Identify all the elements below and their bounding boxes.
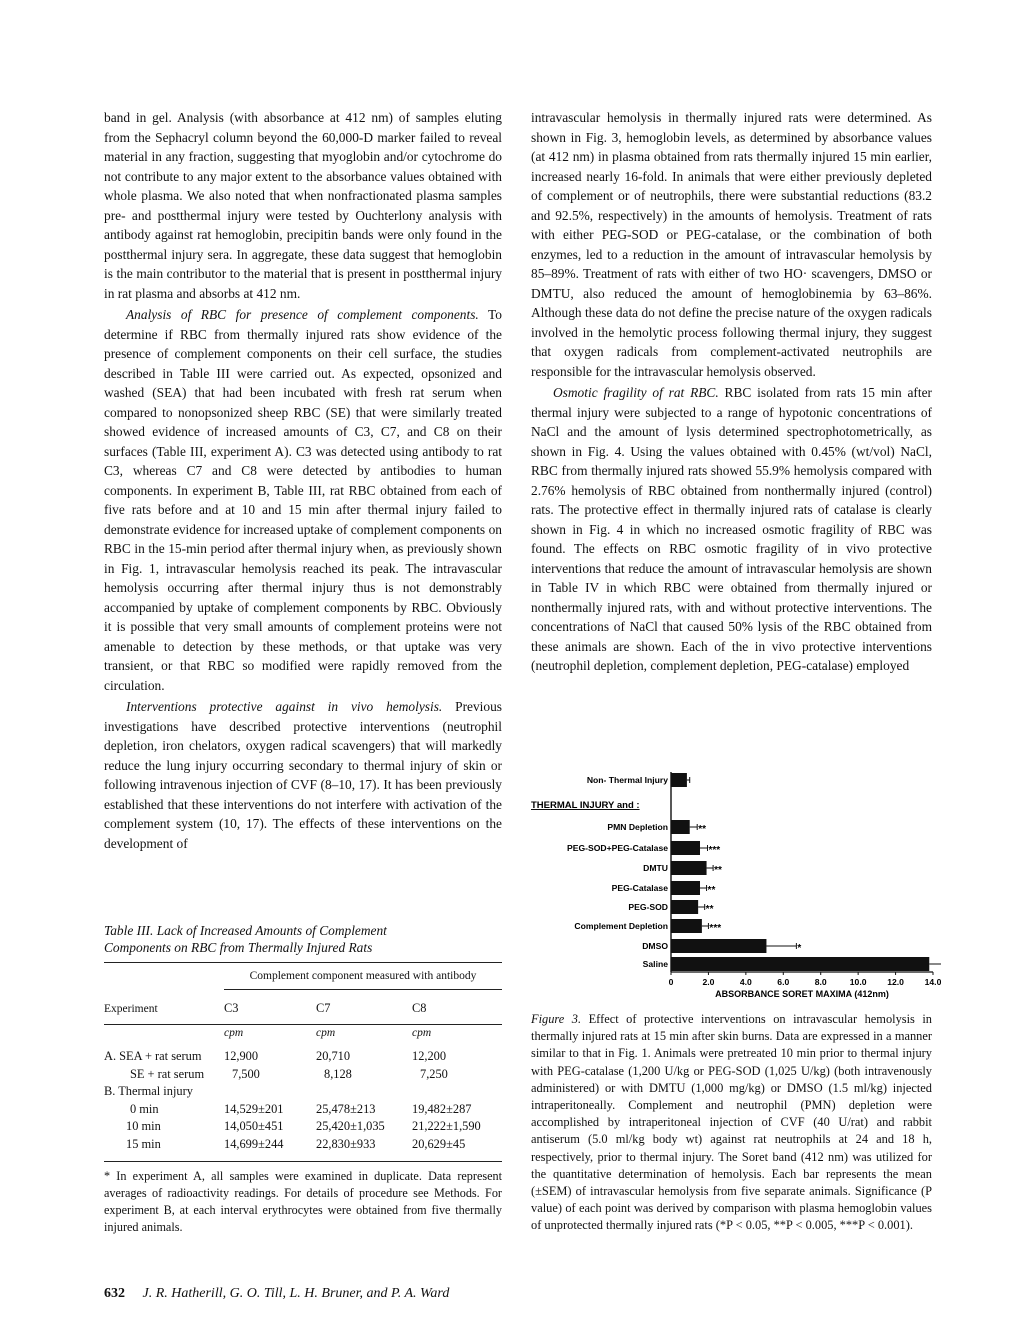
chart-x-tick-label: 14.0 xyxy=(924,977,941,987)
chart-x-tick-label: 0 xyxy=(668,977,674,987)
chart-bar xyxy=(671,841,700,855)
figure-label: Figure 3. xyxy=(531,1012,582,1026)
paragraph-complement-body: To determine if RBC from thermally injured rats show evidence of the presence of complement components on their cell surface, the studies described in Table III were carried out. As expected, opsonized and washed (SEA) that had been incubated with fresh rat serum when compared to nonopsonized sheep RBC (SE) that were similarly treated showed evidence of increased amounts of C3, C7, and C8 on their surfaces (Table III, experiment A). C3 was detected using antibody to rat C3, whereas C7 and C8 were detected by antibodies to human components. In experiment B, Table III, rat RBC obtained from each of five rats before and at 10 and 15 min after thermal injury failed to demonstrate evidence for increased uptake of complement components on RBC in the 15-min period after thermal injury when, as previously shown in Fig. 1, intravascular hemolysis reached its peak. The intravascular hemolysis occurring after thermal injury thus is not demonstrably accompanied by uptake of complement components by RBC. Obviously it is possible that very small amounts of complement proteins were not amenable to detection by these methods, or that uptake was very transient, or that RBC so modified were rapidly removed from the circulation. xyxy=(104,307,502,693)
table-cell-c8: 21,222±1,590 xyxy=(412,1119,481,1134)
section-heading-complement: Analysis of RBC for presence of complement components. xyxy=(126,307,479,322)
table-cell-c7: 25,420±1,035 xyxy=(316,1119,385,1134)
table-iii xyxy=(104,922,502,1236)
chart-group-label: THERMAL INJURY and : xyxy=(531,800,640,811)
table-header-c8: C8 xyxy=(412,1001,427,1016)
chart-category-label: PMN Depletion xyxy=(607,822,668,832)
chart-x-tick-label: 8.0 xyxy=(814,977,827,987)
table-cell-c8: 20,629±45 xyxy=(412,1136,466,1151)
chart-bar xyxy=(671,939,766,953)
chart-x-axis-label: ABSORBANCE SORET MAXIMA (412nm) xyxy=(715,989,889,999)
table-caption-line-1: Table III. Lack of Increased Amounts of Complement xyxy=(104,923,387,938)
table-header-c3: C3 xyxy=(224,1001,239,1016)
chart-x-tick-label: 6.0 xyxy=(777,977,790,987)
table-unit-c3: cpm xyxy=(224,1027,244,1040)
chart-category-label: Non- Thermal Injury xyxy=(586,775,668,785)
paragraph-osmotic-body: RBC isolated from rats 15 min after thermal injury were subjected to a range of hypotonic concentrations of NaCl and the amount of lysis determined spectrophotometrically, as shown in Fig. 4. Using the values obtained with 0.45% (wt/vol) NaCl, RBC from thermally injured rats showed 55.9% hemolysis compared with 2.76% hemolysis of RBC obtained from nonthermally injured (control) rats. The protective effect in thermally injured rats of catalase is clearly shown in Fig. 4 in which no increased osmotic fragility of RBC was found. The effects on RBC osmotic fragility of in vivo protective interventions that reduce the amount of intravascular hemolysis are shown in Table IV in which RBC were obtained from thermally injured or nonthermally injured rats, with and without protective interventions. The concentrations of NaCl that caused 50% lysis of the RBC obtained from these animals are shown. Each of the in vivo protective interventions (neutrophil depletion, complement depletion, PEG-catalase) employed xyxy=(531,385,932,673)
chart-significance-label: *** xyxy=(708,845,721,856)
chart-category-label: PEG-SOD xyxy=(628,902,668,912)
chart-category-label: Saline xyxy=(642,959,668,969)
table-cell-label: 10 min xyxy=(126,1119,161,1134)
chart-bar xyxy=(671,957,929,971)
table-row xyxy=(104,1136,502,1154)
chart-x-tick-label: 12.0 xyxy=(887,977,904,987)
chart-bar xyxy=(671,773,687,787)
paragraph-hemoglobin-analysis: band in gel. Analysis (with absorbance at 412 nm) of samples eluting from the Sephacryl column beyond the 60,000-D marker failed to reveal material in any fraction, suggesting that myoglobin and/or cytochrome do not contribute to any major extent to the absorbance values obtained with whole plasma. We also noted that when nonfractionated plasma samples pre- and postthermal injury were tested by Ouchterlony analysis with antibody against rat hemoglobin, precipitin bands were only found in the postthermal injury sera. In aggregate, these data suggest that hemoglobin is the main contributor to the material that is present in postthermal injury in rat plasma and absorbs at 412 nm. xyxy=(104,110,502,301)
table-footnote: * In experiment A, all samples were examined in duplicate. Data represent averages of radioactivity readings. For details of procedure see Methods. For experiment B, at each interval erythrocytes were obtained from five thermally injured animals. xyxy=(104,1169,502,1234)
table-caption-line-2: Components on RBC from Thermally Injured Rats xyxy=(104,940,373,955)
table-header-experiment: Experiment xyxy=(104,1002,158,1015)
paragraph-osmotic-fragility xyxy=(531,383,932,676)
table-cell-label: 0 min xyxy=(130,1101,159,1116)
table-cell-c7: 22,830±933 xyxy=(316,1136,376,1151)
paragraph-hemolysis-results: intravascular hemolysis in thermally injured rats were determined. As shown in Fig. 3, hemoglobin levels, as determined by absorbance values (at 412 nm) in plasma obtained from rats thermally injured 15 min earlier, increased nearly 16-fold. In animals that were either previously depleted of complement or of neutrophils, there were substantial reductions (83.2 and 92.5%, respectively) in the amounts of hemolysis. Treatment of rats with either PEG-SOD or PEG-catalase, or the combination of both enzymes, led to a reduction in the amount of intravascular hemolysis by 85–89%. Treatment of rats with either of two HO· scavengers, DMSO or DMTU, also reduced the amount of hemoglobinemia by 63–86%. Although these data do not define the precise nature of the oxygen radicals involved in the hemolytic process following thermal injury, they suggest that oxygen radicals from complement-activated neutrophils are responsible for the intravascular hemolysis observed. xyxy=(531,110,932,379)
chart-bar xyxy=(671,881,700,895)
figure-3-chart xyxy=(531,770,941,1000)
table-cell-c7: 20,710 xyxy=(316,1049,351,1064)
page-number: 632 xyxy=(104,1286,125,1301)
table-cell-label: SE + rat serum xyxy=(130,1066,205,1081)
chart-x-tick-label: 2.0 xyxy=(702,977,715,987)
chart-significance-label: ** xyxy=(698,824,706,835)
table-cell-c7: 8,128 xyxy=(324,1066,352,1081)
chart-category-label: PEG-SOD+PEG-Catalase xyxy=(566,843,668,853)
table-cell-label: 15 min xyxy=(126,1136,161,1151)
table-cell-c3: 12,900 xyxy=(224,1049,259,1064)
chart-bar xyxy=(671,820,690,834)
table-body xyxy=(104,963,502,1162)
chart-significance-label: * xyxy=(797,943,802,954)
figure-3-svg xyxy=(531,770,941,1000)
table-header-c7: C7 xyxy=(316,1001,331,1016)
chart-significance-label: ** xyxy=(705,904,714,915)
left-text-column xyxy=(104,108,502,853)
table-caption xyxy=(104,922,502,956)
table-cell-c8: 19,482±287 xyxy=(412,1101,472,1116)
section-heading-interventions: Interventions protective against in vivo hemolysis. xyxy=(126,699,443,714)
chart-x-tick-label: 4.0 xyxy=(739,977,752,987)
table-cell-label: A. SEA + rat serum xyxy=(104,1049,202,1064)
section-heading-osmotic: Osmotic fragility of rat RBC. xyxy=(553,385,719,400)
chart-category-label: DMSO xyxy=(642,941,668,951)
chart-bar xyxy=(671,900,698,914)
chart-significance-label: *** xyxy=(709,923,722,934)
table-row xyxy=(104,1048,502,1066)
table-unit-c7: cpm xyxy=(316,1027,336,1040)
table-cell-c3: 14,699±244 xyxy=(224,1136,284,1151)
table-cell-c3: 7,500 xyxy=(232,1066,260,1081)
table-cell-label: B. Thermal injury xyxy=(104,1084,193,1099)
paragraph-interventions-body: Previous investigations have described protective interventions (neutrophil depletion, iron chelators, oxygen radical scavengers) that will markedly reduce the lung injury occurring secondary to thermal injury of skin or following intravenous injection of CVF (8–10, 17). It has been previously established that these interventions do not interfere with activation of the complement system (10, 17). The effects of these interventions on the development of xyxy=(104,699,502,851)
table-cell-c8: 12,200 xyxy=(412,1049,447,1064)
chart-significance-label: ** xyxy=(714,865,722,876)
table-row xyxy=(104,1118,502,1136)
table-row xyxy=(104,1083,502,1101)
chart-x-tick-label: 10.0 xyxy=(849,977,867,987)
table-unit-c8: cpm xyxy=(412,1027,432,1040)
page-footer xyxy=(104,1286,449,1302)
paragraph-interventions xyxy=(104,697,502,853)
table-cell-c3: 14,529±201 xyxy=(224,1101,284,1116)
chart-category-label: PEG-Catalase xyxy=(611,883,668,893)
chart-significance-label: ** xyxy=(707,885,716,896)
right-text-column xyxy=(531,108,932,676)
chart-category-label: DMTU xyxy=(643,863,668,873)
table-row xyxy=(104,1066,502,1084)
paragraph-complement-components xyxy=(104,305,502,695)
table-cell-c8: 7,250 xyxy=(420,1066,448,1081)
table-cell-c7: 25,478±213 xyxy=(316,1101,376,1116)
chart-bar xyxy=(671,861,707,875)
chart-category-label: Complement Depletion xyxy=(574,921,668,931)
figure-caption-text: Effect of protective interventions on intravascular hemolysis in thermally injured rats at 15 min after skin burns. Data are expressed in a manner similar to that in Fig. 1. Animals were pretreated 10 min prior to thermal injury with PEG-catalase (1,200 U/kg or PEG-SOD (1,025 U/kg) (both intravenously administered) or with DMTU (1,000 mg/kg) or DMSO (1.5 ml/kg) injected intraperitoneally. Complement and neutrophil (PMN) depletion were accomplished by intraperitoneal injection of CVF (40 U/rat) and rabbit antiserum (5.0 ml/kg body wt) against rat neutrophils at 24 and 18 h, respectively, prior to thermal injury. The Soret band (412 nm) was utilized for the quantitative determination of hemolysis. Each bar represents the mean (±SEM) of intravascular hemolysis from five separate animals. Significance (P value) of each point was derived by comparison with plasma hemoglobin values of unprotected thermally injured rats (*P < 0.05, **P < 0.005, ***P < 0.001). xyxy=(531,1012,933,1233)
table-cell-c3: 14,050±451 xyxy=(224,1119,284,1134)
footer-authors: J. R. Hatherill, G. O. Till, L. H. Bruner, and P. A. Ward xyxy=(142,1286,450,1301)
chart-bar xyxy=(671,919,702,933)
figure-3-caption xyxy=(531,1011,932,1235)
table-row xyxy=(104,1101,502,1119)
table-span-header: Complement component measured with antibody xyxy=(224,963,502,990)
